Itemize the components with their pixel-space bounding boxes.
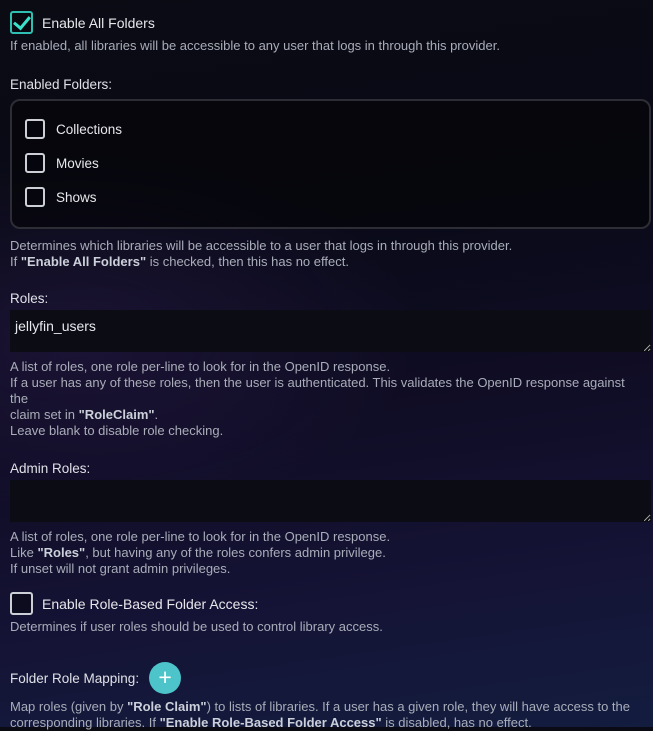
roles-textarea[interactable] (10, 310, 651, 352)
enable-role-based-description: Determines if user roles should be used to control library access. (10, 619, 383, 634)
folder-role-mapping-row (10, 662, 643, 694)
folder-role-mapping-description: Map roles (given by "Role Claim") to lists of libraries. If a user has a given role, they will have access to the corresponding libraries. If "Enable Role-Based Folder Access" is disabled, has no effect. (10, 699, 630, 730)
roles-description: A list of roles, one role per-line to look for in the OpenID response. If a user has any of these roles, then the user is authenticated. This validates the OpenID response against the claim set in "RoleClaim". Leave blank to disable role checking. (10, 359, 625, 438)
enabled-folders-label: Enabled Folders: (10, 77, 113, 92)
enabled-folders-description: Determines which libraries will be accessible to a user that logs in through this provider. If "Enable All Folders" is checked, then this has no effect. (10, 238, 513, 269)
enable-all-folders-checkbox[interactable] (10, 11, 33, 34)
folder-label-movies: Movies (56, 155, 99, 171)
folder-label-collections: Collections (56, 121, 123, 137)
admin-roles-textarea[interactable] (10, 480, 651, 522)
enable-all-folders-row (10, 11, 643, 34)
folder-role-mapping-label: Folder Role Mapping: (10, 670, 140, 686)
enable-role-based-label: Enable Role-Based Folder Access: (42, 595, 259, 612)
folder-checkbox-movies[interactable] (25, 153, 45, 173)
folder-checkbox-shows[interactable] (25, 187, 45, 207)
folder-row-collections (25, 119, 635, 139)
enable-all-folders-label: Enable All Folders (42, 14, 155, 31)
enable-role-based-checkbox[interactable] (10, 592, 33, 615)
folder-row-shows (25, 187, 635, 207)
plus-icon: + (158, 663, 172, 690)
enable-all-folders-description: If enabled, all libraries will be accessible to any user that logs in through this provider. (10, 38, 500, 53)
admin-roles-label: Admin Roles: (10, 461, 91, 476)
enabled-folders-list (10, 99, 651, 229)
folder-checkbox-collections[interactable] (25, 119, 45, 139)
add-folder-role-mapping-button[interactable] (149, 662, 181, 694)
enable-role-based-row (10, 592, 643, 615)
roles-label: Roles: (10, 291, 49, 306)
folder-row-movies (25, 153, 635, 173)
admin-roles-description: A list of roles, one role per-line to look for in the OpenID response. Like "Roles", but having any of the roles confers admin privilege. If unset will not grant admin privileges. (10, 529, 391, 576)
folder-label-shows: Shows (56, 189, 97, 205)
